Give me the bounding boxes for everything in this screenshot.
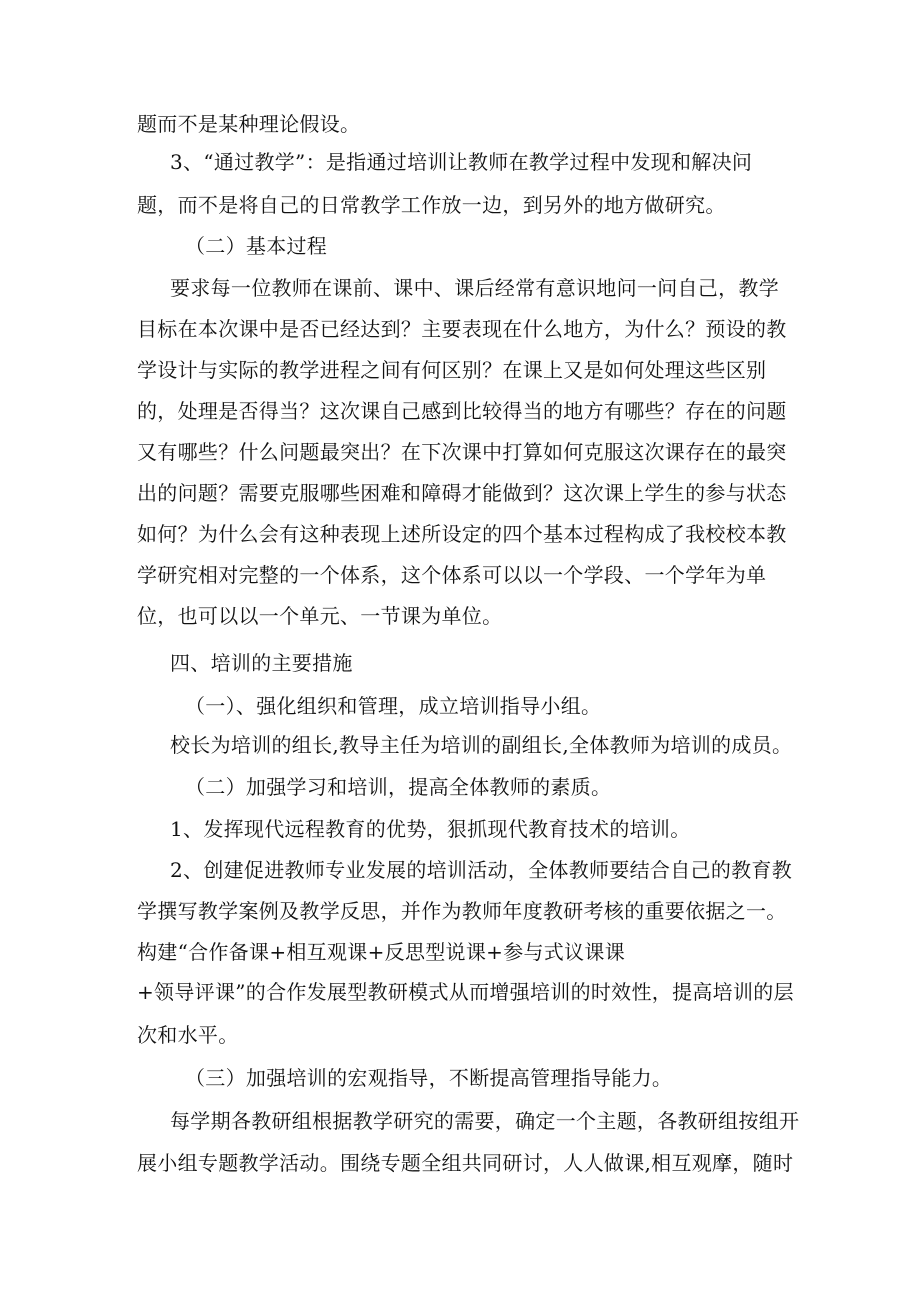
section-heading: （三）加强培训的宏观指导，不断提高管理指导能力。 [185,1066,673,1090]
text-line: 2、创建促进教师专业发展的培训活动，全体教师要结合自己的教育教 [170,858,793,882]
text-line: 学撰写教学案例及教学反思，并作为教师年度教研考核的重要依据之一。 [137,899,787,923]
text-line: 又有哪些？什么问题最突出？在下次课中打算如何克服这次课存在的最突 [137,440,787,464]
text-line: 学研究相对完整的一个体系，这个体系可以以一个学段、一个学年为单 [137,563,767,587]
text-line: 构建“合作备课+相互观课+反思型说课+参与式议课课 [137,940,625,964]
text-line: 每学期各教研组根据教学研究的需要，确定一个主题，各教研组按组开 [170,1109,800,1133]
text-line: 如何？为什么会有这种表现上述所设定的四个基本过程构成了我校校本教 [137,522,787,546]
section-heading: （一）、强化组织和管理，成立培训指导小组。 [185,694,602,718]
text-line: 题而不是某种理论假设。 [137,112,361,136]
text-line: 的，处理是否得当？这次课自己感到比较得当的地方有哪些？存在的问题 [137,399,787,423]
section-heading: 四、培训的主要措施 [170,651,353,675]
text-line: +领导评课”的合作发展型教研模式从而增强培训的时效性，提高培训的层 [137,980,794,1004]
text-line: 要求每一位教师在课前、课中、课后经常有意识地问一问自己，教学 [170,276,779,300]
text-line: 位，也可以以一个单元、一节课为单位。 [137,604,503,628]
text-line: 1、发挥现代远程教育的优势，狠抓现代教育技术的培训。 [170,817,691,841]
text-line: 出的问题？需要克服哪些困难和障碍才能做到？这次课上学生的参与状态 [137,481,787,505]
section-heading: （二）加强学习和培训，提高全体教师的素质。 [185,775,612,799]
text-line: 目标在本次课中是否已经达到？主要表现在什么地方，为什么？预设的教 [137,317,787,341]
text-line: 展小组专题教学活动。围绕专题全组共同研讨，人人做课,相互观摩，随时 [137,1151,794,1175]
text-line: 学设计与实际的教学进程之间有何区别？在课上又是如何处理这些区别 [137,358,767,382]
text-line: 3、“通过教学”：是指通过培训让教师在教学过程中发现和解决问 [170,150,753,174]
section-heading: （二）基本过程 [185,234,328,258]
text-line: 题，而不是将自己的日常教学工作放一边，到另外的地方做研究。 [137,193,726,217]
text-line: 次和水平。 [137,1023,239,1047]
text-line: 校长为培训的组长,教导主任为培训的副组长,全体教师为培训的成员。 [170,733,793,757]
